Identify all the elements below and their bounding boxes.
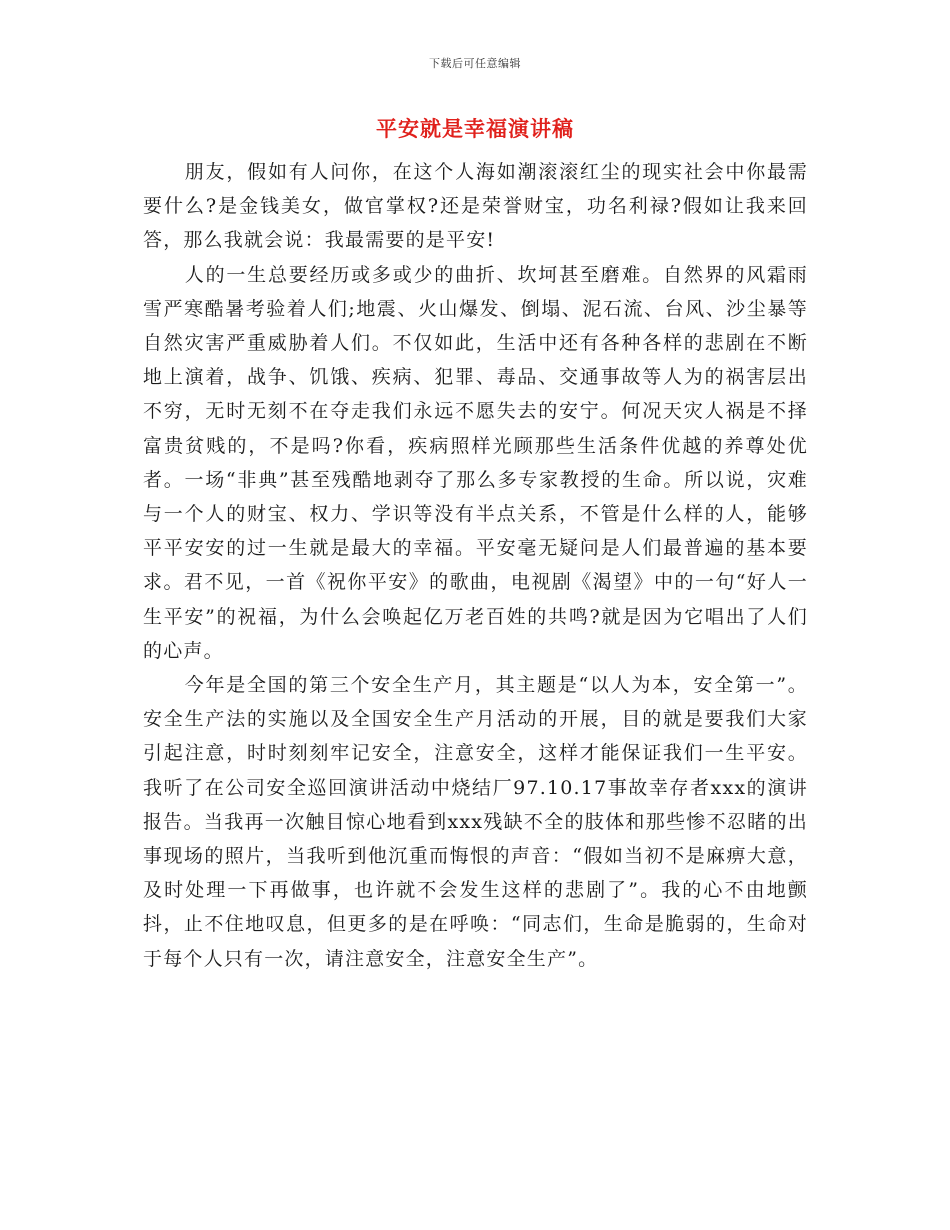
- document-body: [143, 155, 808, 976]
- page-header-note: 下载后可任意编辑: [429, 57, 521, 70]
- paragraph-2: 人的一生总要经历或多或少的曲折、坎坷甚至磨难。自然界的风霜雨雪严寒酷暑考验着人们;地震、火山爆发、倒塌、泥石流、台风、沙尘暴等自然灾害严重威胁着人们。不仅如此，生活中还有各种各样的悲剧在不断地上演着，战争、饥饿、疾病、犯罪、毒品、交通事故等人为的祸害层出不穷，无时无刻不在夺走我们永远不愿失去的安宁。何况天灾人祸是不择富贵贫贱的，不是吗?你看，疾病照样光顾那些生活条件优越的养尊处优者。一场“非典”甚至残酷地剥夺了那么多专家教授的生命。所以说，灾难与一个人的财宝、权力、学识等没有半点关系，不管是什么样的人，能够平平安安的过一生就是最大的幸福。平安毫无疑问是人们最普遍的基本要求。君不见，一首《祝你平安》的歌曲，电视剧《渴望》中的一句“好人一生平安”的祝福，为什么会唤起亿万老百姓的共鸣?就是因为它唱出了人们的心声。: [143, 263, 808, 662]
- document-title: 平安就是幸福演讲稿: [376, 116, 574, 141]
- paragraph-1: 朋友，假如有人问你，在这个人海如潮滚滚红尘的现实社会中你最需要什么?是金钱美女，做官掌权?还是荣誉财宝，功名利禄?假如让我来回答，那么我就会说：我最需要的是平安!: [143, 161, 808, 252]
- paragraph-3: 今年是全国的第三个安全生产月，其主题是“以人为本，安全第一”。安全生产法的实施以及全国安全生产月活动的开展，目的就是要我们大家引起注意，时时刻刻牢记安全，注意安全，这样才能保证我们一生平安。我听了在公司安全巡回演讲活动中烧结厂97.10.17事故幸存者xxx的演讲报告。当我再一次触目惊心地看到xxx残缺不全的肢体和那些惨不忍睹的出事现场的照片，当我听到他沉重而悔恨的声音：“假如当初不是麻痹大意，及时处理一下再做事，也许就不会发生这样的悲剧了”。我的心不由地颤抖，止不住地叹息，但更多的是在呼唤：“同志们，生命是脆弱的，生命对于每个人只有一次，请注意安全，注意安全生产”。: [143, 674, 808, 970]
